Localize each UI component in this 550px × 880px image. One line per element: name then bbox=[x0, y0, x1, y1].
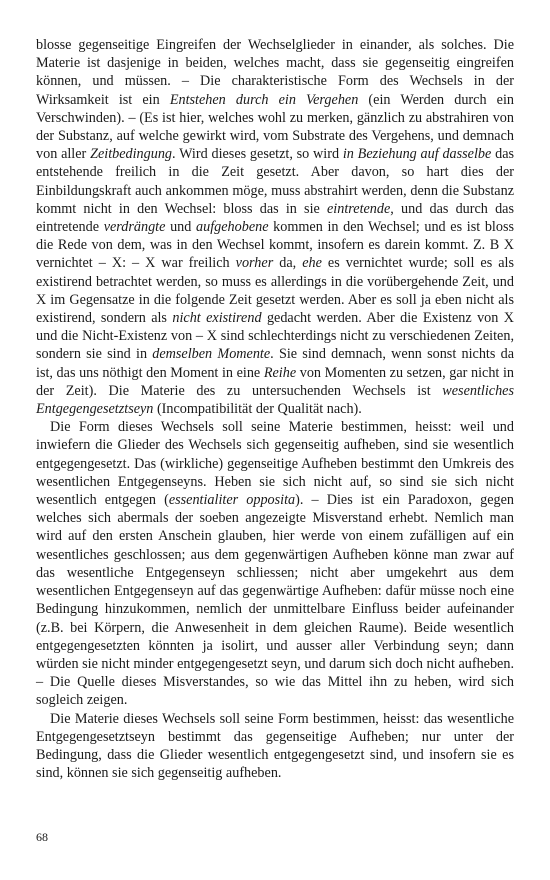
italic-text-run: vorher bbox=[235, 255, 274, 272]
text-run: von Momenten zu setzen, gar nicht in der Zeit). Die Materie des zu untersuchenden Wechsels ist bbox=[36, 364, 515, 399]
italic-text-run: eintretende bbox=[327, 200, 391, 217]
text-run: (Incompatibilität der Qualität nach). bbox=[153, 401, 362, 418]
text-run: Die Materie dieses Wechsels soll seine Form bestimmen, heisst: das wesentliche Entgegengesetztseyn bestimmt das gegenseitige Aufheben; nur unter der Bedingung, dass die Glieder wesentlich entgegengesetzt sind, und insofern sie es sind, können sie sich gegenseitig aufheben. bbox=[36, 710, 514, 782]
text-run: und bbox=[165, 219, 197, 236]
italic-text-run: demselben Momente bbox=[152, 346, 271, 363]
italic-text-run: wesentliches Entgegengesetztseyn bbox=[36, 382, 514, 418]
paragraph bbox=[36, 36, 514, 418]
text-run: das entstehende freilich in die Zeit gesetzt. Aber davon, so hart dies der Einbildungskraft auch ankommen möge, muss abstrahirt werden, denn die Substanz kommt nicht in den Wechsel: bloss das in sie bbox=[36, 146, 515, 217]
text-run: es vernichtet wurde; soll es als existirend betrachtet werden, so muss es allerdings in die vorübergehende Zeit, und X im Gegensatze in die folgende Zeit gesetzt werden. Aber es soll ja eben nicht als existirend, sondern als bbox=[36, 255, 514, 327]
italic-text-run: ehe bbox=[302, 255, 322, 272]
text-run: Die Form dieses Wechsels soll seine Materie bestimmen, heisst: weil und inwiefern die Glieder des Wechsels sich gegenseitig aufheben, sind sie wesentlich entgegengesetzt. Das (wirkliche) gegenseitige Aufheben bestimmt den Umkreis des wesentlichen Entgegenseyns. Heben sie sich nicht auf, so sind sie sich nicht wesentlich entgegen ( bbox=[36, 419, 514, 509]
text-run: ). – Dies ist ein Paradoxon, gegen welches sich abermals der soeben angezeigte Misverstand erhebt. Nemlich man wird auf den ersten Anschein glauben, hier werde von einem zufälligen auf ein wesentliches geschlossen; aus dem gegenwärtigen Aufheben könne man zwar auf das wesentliche Entgegenseyn schliessen; nicht aber umgekehrt aus dem wesentlichen Entgegenseyn auf das gegenwärtige Aufheben: dafür müsse noch eine Bedingung hinzukommen, nemlich der unmittelbare Einfluss beider aufeinander (z.B. bei Körpern, die Anwesenheit in dem gleichen Raume). Beide wesentlich entgegengesetzten könnten ja isolirt, und ausser aller Verbindung seyn; dann würden sie nicht minder entgegengesetzt seyn, und darum sich doch nicht aufheben. – Die Quelle dieses Misverstandes, so wie das Mittel ihn zu heben, wird sich sogleich zeigen. bbox=[36, 492, 514, 709]
page-number: 68 bbox=[36, 830, 48, 844]
paragraph bbox=[36, 418, 514, 709]
text-run: blosse gegenseitige Eingreifen der Wechselglieder in einander, als solches. Die Materie ist dasjenige in beiden, welches macht, dass sie gegenseitig eingreifen können, und müssen. – Die charakteristische Form des Wechsels in der Wirksamkeit ist ein bbox=[36, 37, 514, 108]
text-run: kommen in den Wechsel; und es ist bloss die Rede von dem, was in den Wechsel kommt, insofern es darein kommt. Z. B X vernichtet – X: – X war freilich bbox=[36, 219, 514, 272]
italic-text-run: in Beziehung auf dasselbe bbox=[342, 146, 492, 163]
text-run: da, bbox=[273, 255, 303, 272]
italic-text-run: aufgehobene bbox=[196, 219, 269, 236]
italic-text-run: Reihe bbox=[263, 364, 297, 381]
italic-text-run: nicht existirend bbox=[172, 310, 262, 327]
text-run: gedacht werden. Aber die Existenz von X und die Nicht-Existenz von – X sind schlechterdings nicht zu verschiedenen Zeiten, sondern sie sind in bbox=[36, 310, 515, 363]
italic-text-run: Entstehen durch ein Vergehen bbox=[169, 91, 359, 108]
text-run: . Sie sind demnach, wenn sonst nichts da ist, das uns nöthigt den Moment in eine bbox=[36, 346, 515, 381]
paragraph bbox=[36, 710, 514, 783]
italic-text-run: essentialiter opposita bbox=[168, 492, 296, 509]
text-block bbox=[36, 36, 514, 782]
text-run: , und das durch das eintretende bbox=[36, 200, 514, 236]
italic-text-run: Zeitbedingung bbox=[90, 146, 173, 163]
italic-text-run: verdrängte bbox=[103, 219, 166, 236]
text-run: (ein Werden durch ein Verschwinden). – (Es ist hier, welches wohl zu merken, gänzlich zu abstrahiren von der Substanz, auf welche gewirkt wird, vom Substrate des Vergehens, und demnach von aller bbox=[36, 91, 514, 163]
text-run: . Wird dieses gesetzt, so wird bbox=[172, 146, 343, 163]
